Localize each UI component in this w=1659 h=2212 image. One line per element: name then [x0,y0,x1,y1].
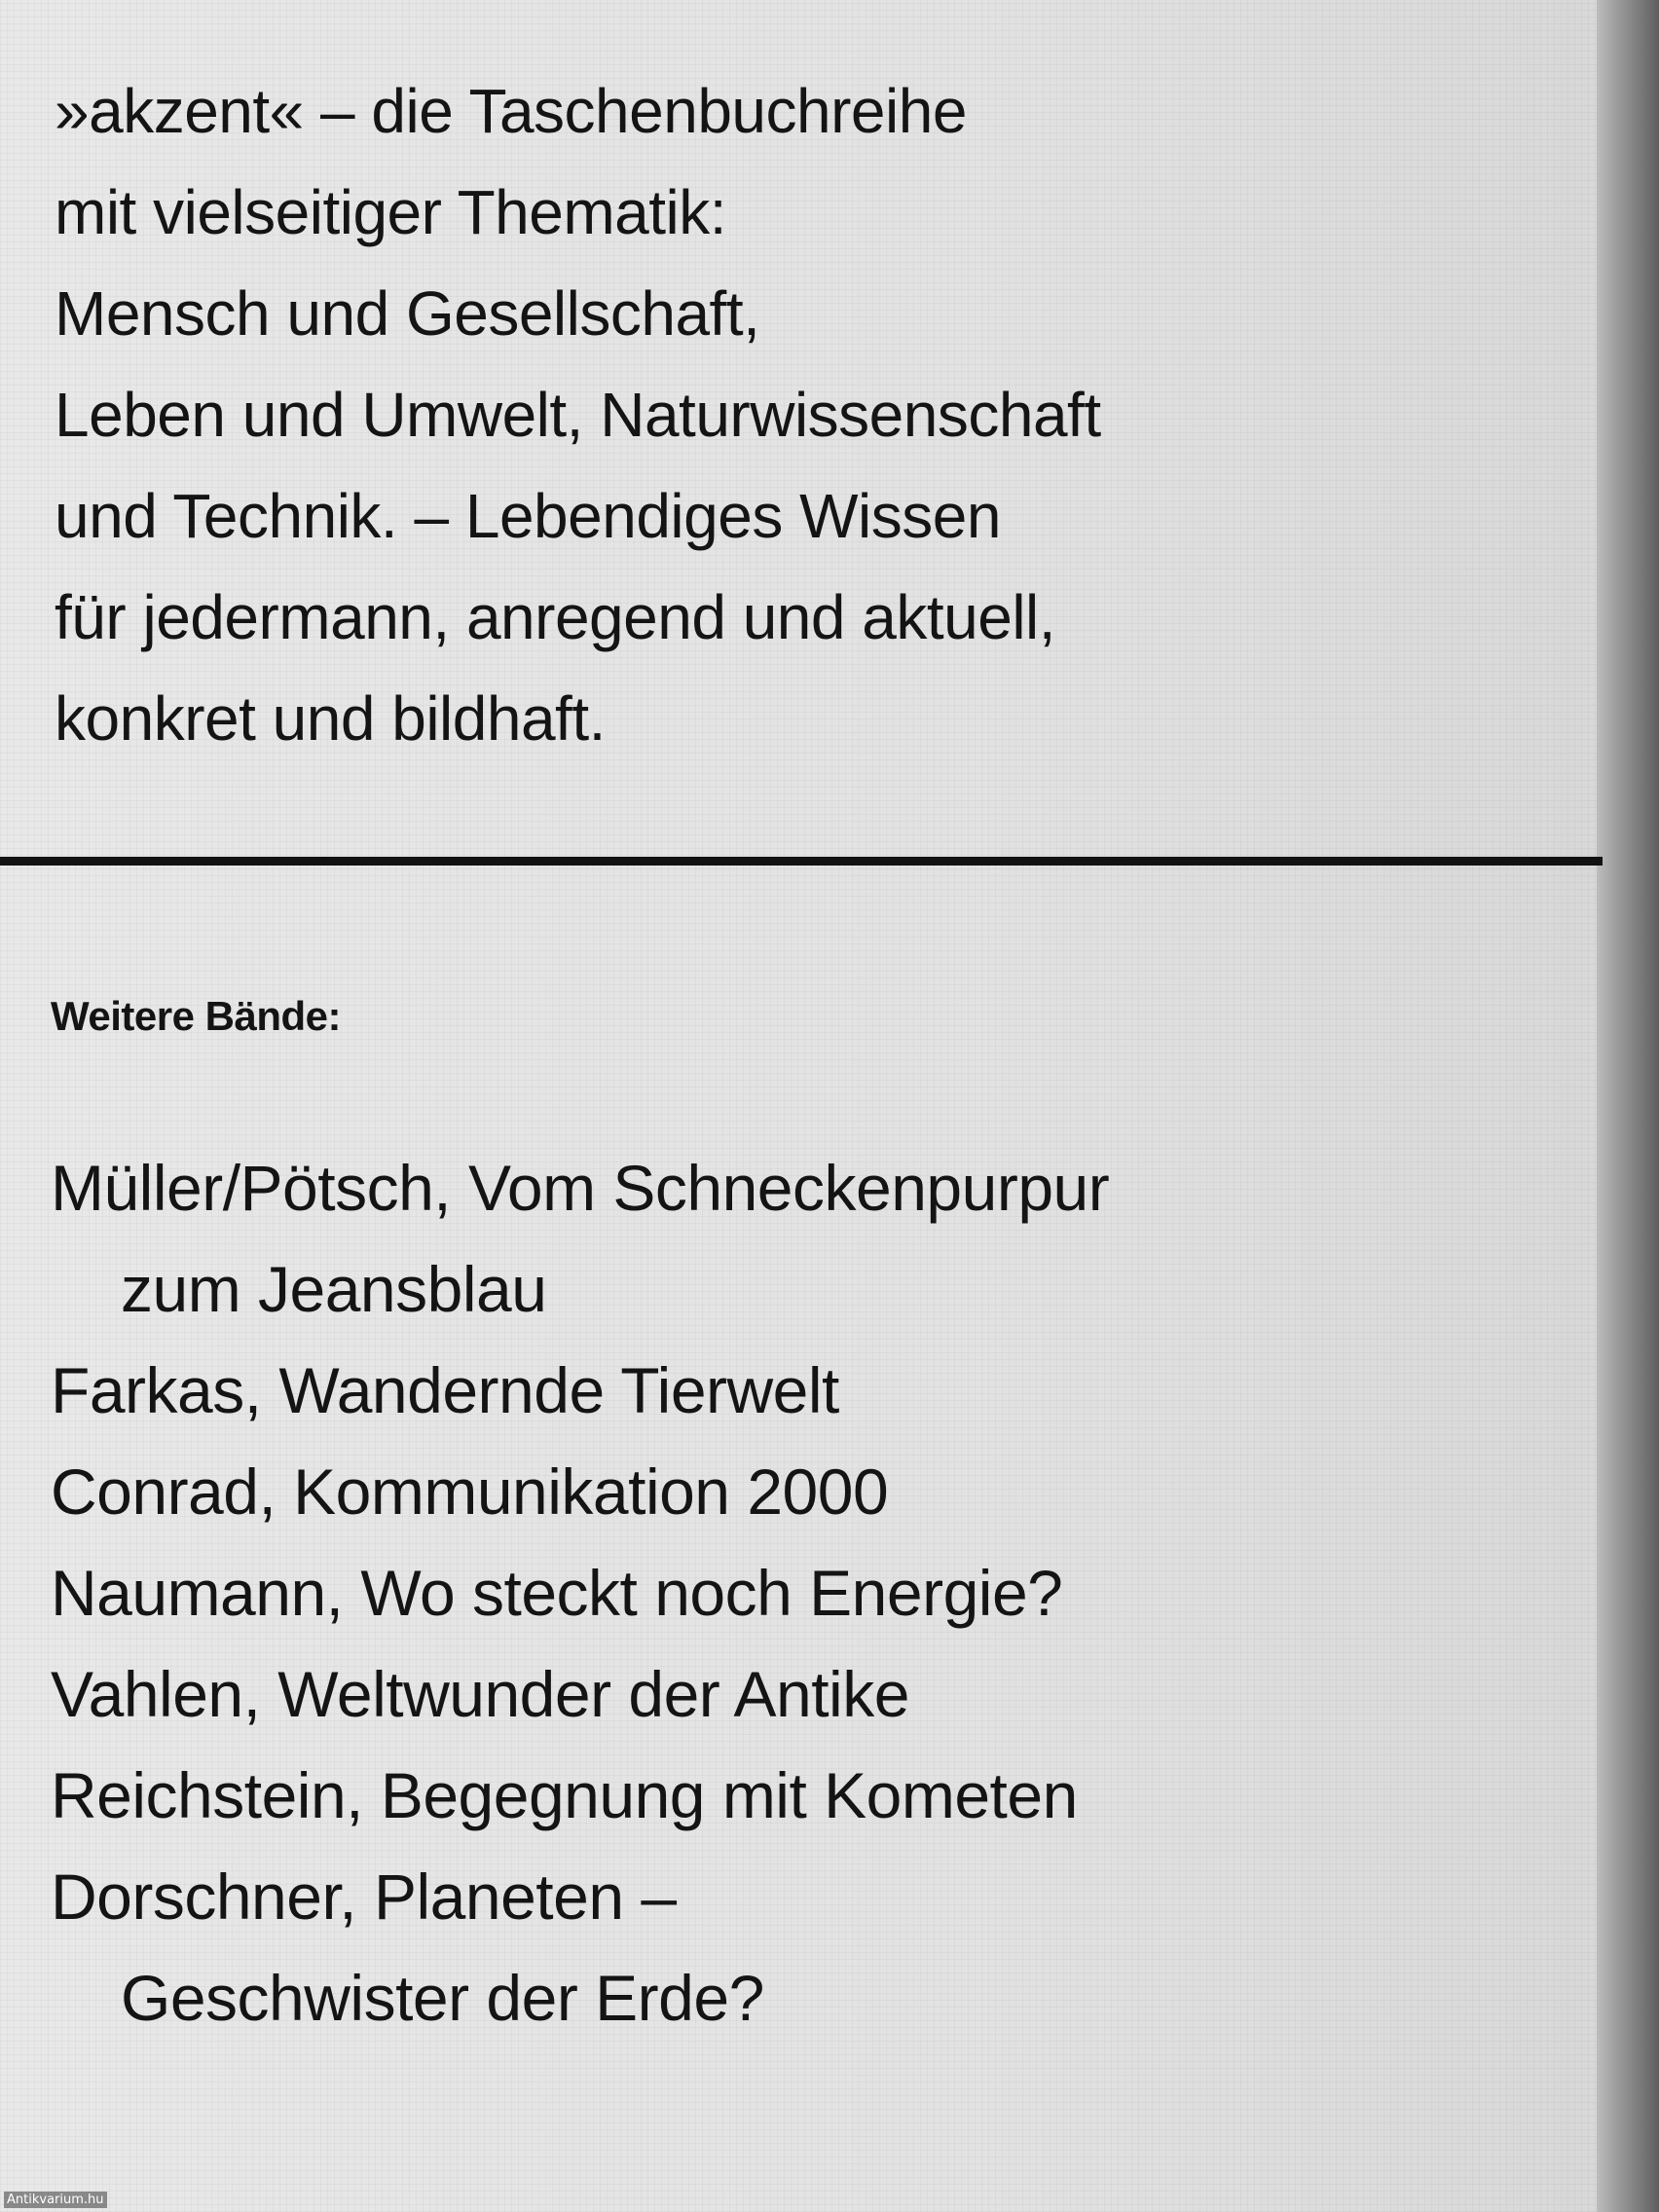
book-title: Reichstein, Begegnung mit Kometen [51,1759,1078,1831]
description-line: Leben und Umwelt, Naturwissenschaft [55,380,1101,450]
book-title: Vahlen, Weltwunder der Antike [51,1658,909,1730]
book-entry [51,1441,1109,1542]
book-title: Dorschner, Planeten – [51,1861,677,1933]
description-line: »akzent« – die Taschenbuchreihe [55,76,967,146]
book-title-continuation: zum Jeansblau [121,1253,547,1325]
book-list [51,1137,1109,2048]
book-title-continuation: Geschwister der Erde? [121,1962,764,2034]
book-entry [51,1137,1109,1340]
watermark: Antikvarium.hu [4,2192,107,2208]
book-title: Naumann, Wo steckt noch Energie? [51,1557,1063,1629]
description-line: konkret und bildhaft. [55,683,606,754]
book-title: Farkas, Wandernde Tierwelt [51,1354,839,1426]
book-title: Conrad, Kommunikation 2000 [51,1456,889,1528]
book-entry [51,1846,1109,2048]
description-line: mit vielseitiger Thematik: [55,177,727,247]
further-volumes-heading: Weitere Bände: [51,993,341,1039]
book-spine-shadow [1597,0,1659,2212]
description-line: und Technik. – Lebendiges Wissen [55,481,1001,551]
description-line: Mensch und Gesellschaft, [55,278,760,349]
horizontal-divider [0,857,1603,866]
book-entry [51,1542,1109,1643]
series-description [55,60,1101,769]
book-entry [51,1340,1109,1441]
book-title: Müller/Pötsch, Vom Schneckenpurpur [51,1152,1110,1224]
description-line: für jedermann, anregend und aktuell, [55,582,1056,652]
book-entry [51,1643,1109,1745]
book-entry [51,1745,1109,1846]
